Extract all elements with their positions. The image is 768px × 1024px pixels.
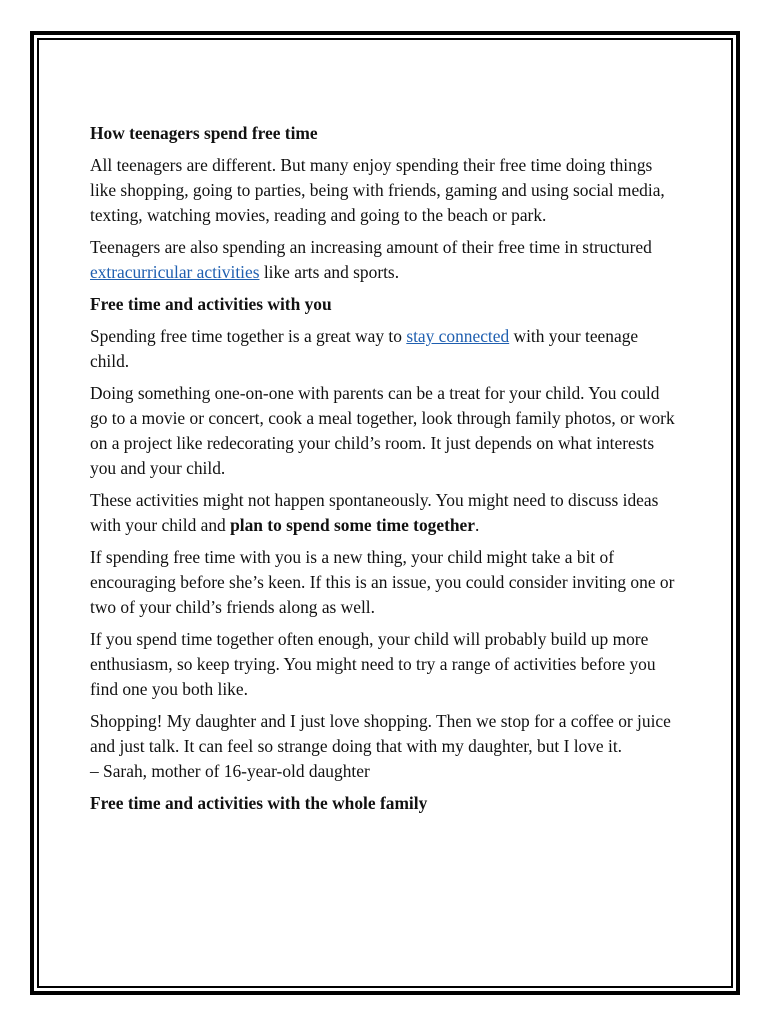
paragraph-text: . — [474, 515, 480, 535]
heading-whole-family: Free time and activities with the whole family — [90, 793, 428, 813]
paragraph-teenagers-different: All teenagers are different. But many enjoy spending their free time doing things like shopping, going to parties, being with friends, gaming and using social media, texting, watching movies, reading and going to the beach or park. — [90, 155, 665, 225]
paragraph-text: Spending free time together is a great way to — [90, 326, 407, 346]
paragraph-text: These activities might not happen spontaneously. You might need to discuss ideas with your child and — [90, 490, 659, 535]
paragraph-text: with your teenage child. — [90, 326, 639, 371]
heading-how-teenagers-spend-free-time: How teenagers spend free time — [90, 123, 318, 143]
stay-connected-link[interactable]: stay connected — [406, 326, 510, 346]
paragraph-plan-time — [90, 488, 680, 538]
paragraph-structured-activities — [90, 235, 680, 285]
paragraph-text: Teenagers are also spending an increasing amount of their free time in structured — [90, 237, 652, 257]
paragraph-keep-trying: If you spend time together often enough, your child will probably build up more enthusiasm, so keep trying. You might need to try a range of activities before you find one you both like. — [90, 629, 656, 699]
paragraph-stay-connected — [90, 324, 680, 374]
bold-plan-text: plan to spend some time together — [230, 515, 475, 535]
paragraph-text: like arts and sports. — [259, 262, 400, 282]
quote-block — [90, 709, 680, 784]
quote-text: Shopping! My daughter and I just love shopping. Then we stop for a coffee or juice and just talk. It can feel so strange doing that with my daughter, but I love it. — [90, 711, 671, 756]
paragraph-one-on-one: Doing something one-on-one with parents can be a treat for your child. You could go to a movie or concert, cook a meal together, look through family photos, or work on a project like redecorating your child’s room. It just depends on what interests you and your child. — [90, 383, 675, 478]
extracurricular-activities-link[interactable]: extracurricular activities — [90, 262, 260, 282]
document-body — [90, 121, 680, 823]
paragraph-new-thing: If spending free time with you is a new thing, your child might take a bit of encouraging before she’s keen. If this is an issue, you could consider inviting one or two of your child’s friends along as well. — [90, 547, 675, 617]
quote-attribution: – Sarah, mother of 16-year-old daughter — [90, 761, 370, 781]
heading-free-time-with-you: Free time and activities with you — [90, 294, 332, 314]
